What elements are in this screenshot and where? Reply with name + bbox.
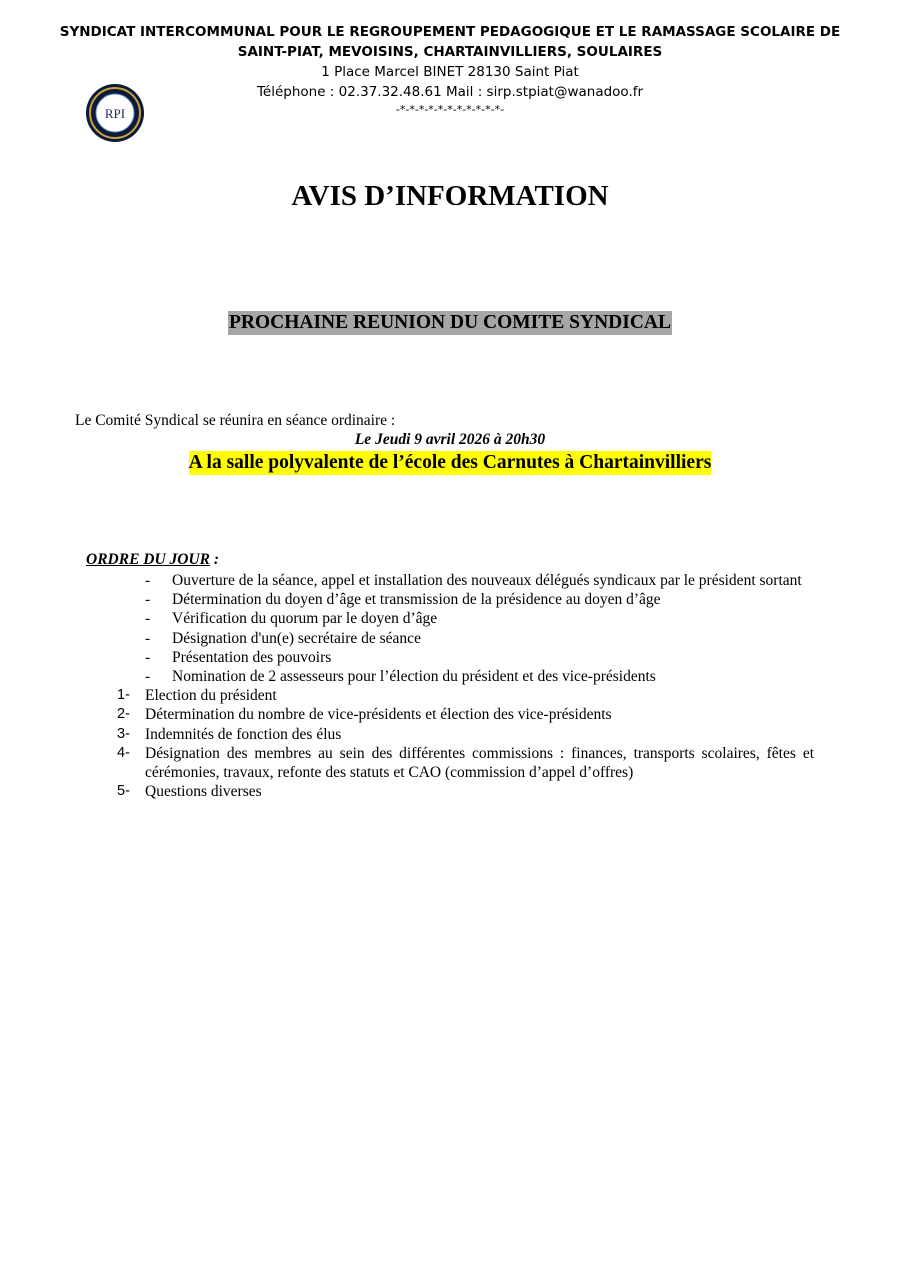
agenda-heading: ORDRE DU JOUR : — [86, 551, 220, 568]
agenda-dash-item: - Détermination du doyen d’âge et transmission de la présidence au doyen d’âge — [145, 591, 661, 609]
meeting-place: A la salle polyvalente de l’école des Carnutes à Chartainvilliers — [188, 452, 712, 473]
agenda-numbered-item: 2- Détermination du nombre de vice-présidents et élection des vice-présidents — [117, 706, 612, 724]
org-address: 1 Place Marcel BINET 28130 Saint Piat — [321, 64, 579, 80]
meeting-date: Le Jeudi 9 avril 2026 à 20h30 — [354, 431, 546, 448]
agenda-dash-item: - Désignation d'un(e) secrétaire de séance — [145, 629, 421, 647]
agenda-list — [0, 571, 900, 801]
agenda-numbered-item: 5- Questions diverses — [117, 783, 262, 801]
page-title: AVIS D’INFORMATION — [291, 180, 609, 212]
agenda-numbered-item: 1- Election du président — [117, 687, 277, 705]
agenda-numbered-item: 3- Indemnités de fonction des élus — [117, 725, 342, 743]
intro-text: Le Comité Syndical se réunira en séance ordinaire : — [75, 412, 396, 429]
agenda-dash-item: - Nomination de 2 assesseurs pour l’élection du président et des vice-présidents — [145, 668, 656, 686]
org-name-line-1: SYNDICAT INTERCOMMUNAL POUR LE REGROUPEMENT PEDAGOGIQUE ET LE RAMASSAGE SCOLAIRE DE — [59, 24, 841, 40]
logo-text: RPI — [104, 106, 126, 121]
org-contact: Téléphone : 02.37.32.48.61 Mail : sirp.stpiat@wanadoo.fr — [256, 84, 644, 100]
agenda-dash-item: - Présentation des pouvoirs — [145, 648, 332, 666]
agenda-dash-item: - Ouverture de la séance, appel et installation des nouveaux délégués syndicaux par le président sortant — [145, 572, 802, 589]
agenda-numbered-item: 4- Désignation des membres au sein des différentes commissions : finances, transports scolaires, fêtes et cérémonies, travaux, refonte des statuts et CAO (commission d’appel d’offres) — [117, 744, 814, 782]
meeting-subtitle: PROCHAINE REUNION DU COMITE SYNDICAL — [228, 312, 672, 333]
agenda-dash-item: - Vérification du quorum par le doyen d’âge — [145, 610, 438, 628]
org-name-line-2: SAINT-PIAT, MEVOISINS, CHARTAINVILLIERS, SOULAIRES — [237, 44, 663, 60]
rpi-logo — [85, 83, 145, 143]
header-separator: -*-*-*-*-*-*-*-*-*-*-*- — [395, 103, 505, 116]
